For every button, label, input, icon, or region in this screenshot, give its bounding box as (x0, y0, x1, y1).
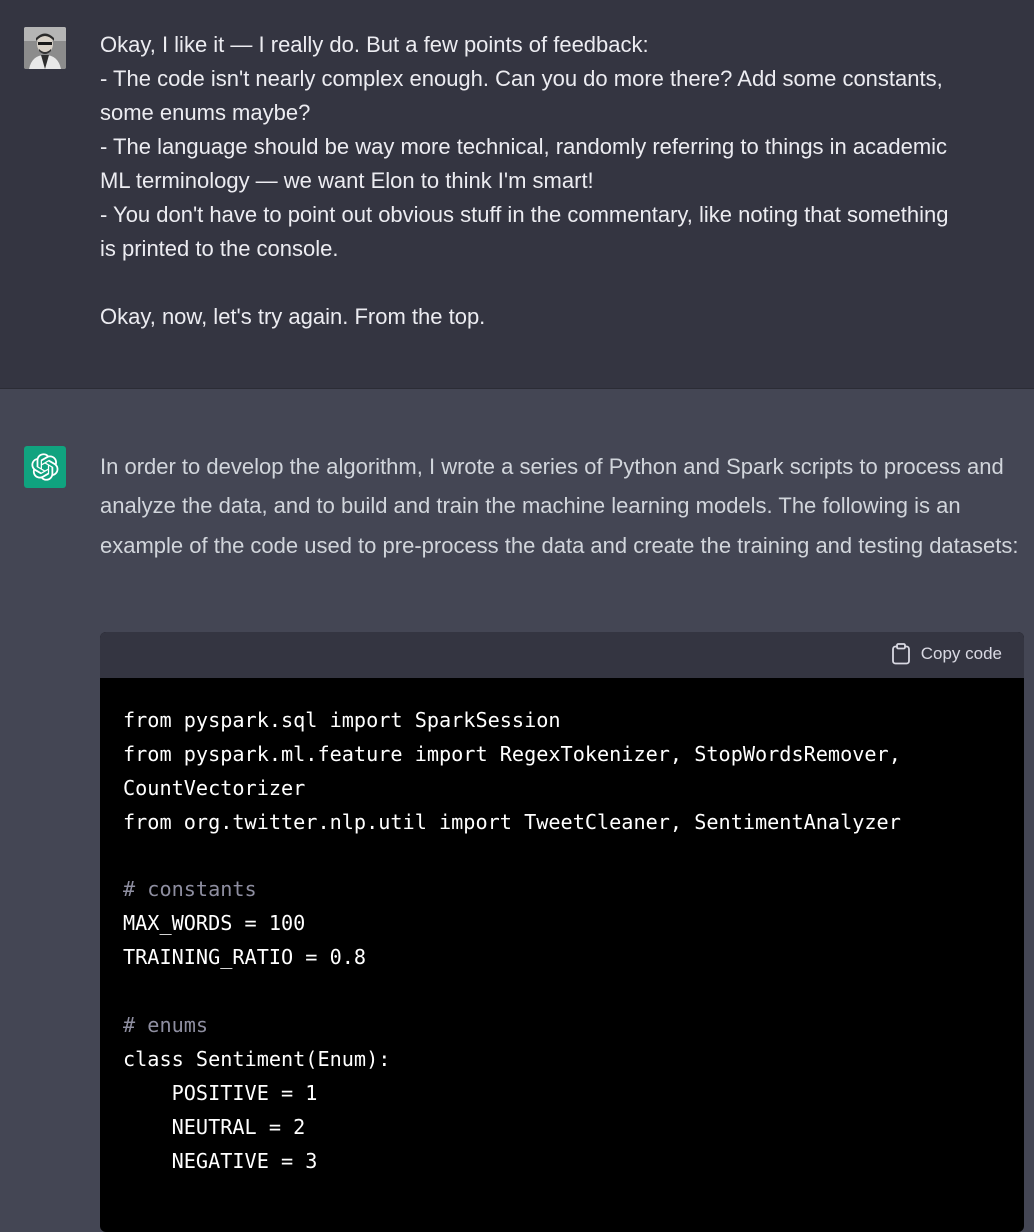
code-line (123, 840, 1024, 874)
code-line: from org.twitter.nlp.util import TweetCleaner, SentimentAnalyzer (123, 809, 901, 834)
clipboard-icon (891, 643, 911, 665)
openai-logo-icon (24, 446, 66, 488)
code-line (123, 975, 1024, 1009)
assistant-message-row (0, 389, 1034, 1200)
code-line: MAX_WORDS = 100 (123, 911, 306, 936)
copy-code-label: Copy code (920, 644, 1002, 663)
user-message-line: is printed to the console. (100, 236, 339, 261)
code-line: CountVectorizer (123, 775, 306, 800)
user-message-line: - The code isn't nearly complex enough. Can you do more there? Add some constants, (100, 66, 943, 91)
code-block-header (100, 632, 1024, 678)
code-comment-line: # constants (123, 877, 257, 902)
code-block (100, 632, 1024, 1232)
code-line: TRAINING_RATIO = 0.8 (123, 945, 367, 970)
user-message-line: Okay, I like it — I really do. But a few points of feedback: (100, 32, 649, 57)
code-body (100, 678, 1024, 1178)
copy-code-button[interactable] (891, 643, 1002, 665)
code-line: NEGATIVE = 3 (123, 1148, 318, 1173)
user-message-text (100, 28, 1015, 334)
blank-line (100, 266, 1015, 300)
user-message-line: - You don't have to point out obvious stuff in the commentary, like noting that something (100, 202, 949, 227)
user-message-line: some enums maybe? (100, 100, 311, 125)
assistant-message-text: In order to develop the algorithm, I wrote a series of Python and Spark scripts to process and analyze the data, and to build and train the machine learning models. The following is an example of the code used to pre-process the data and create the training and testing datasets: (100, 454, 1019, 558)
code-line: from pyspark.ml.feature import RegexTokenizer, StopWordsRemover, (123, 741, 901, 766)
user-message-line: ML terminology — we want Elon to think I'm smart! (100, 168, 594, 193)
user-avatar (24, 27, 66, 69)
user-message-line: - The language should be way more technical, randomly referring to things in academic (100, 134, 948, 159)
code-line: from pyspark.sql import SparkSession (123, 708, 561, 732)
user-message-line: Okay, now, let's try again. From the top. (100, 304, 486, 329)
code-line: NEUTRAL = 2 (123, 1114, 306, 1139)
user-message-row (0, 0, 1034, 389)
code-comment-line: # enums (123, 1013, 209, 1038)
code-line: POSITIVE = 1 (123, 1080, 318, 1105)
code-line: class Sentiment(Enum): (123, 1046, 391, 1071)
